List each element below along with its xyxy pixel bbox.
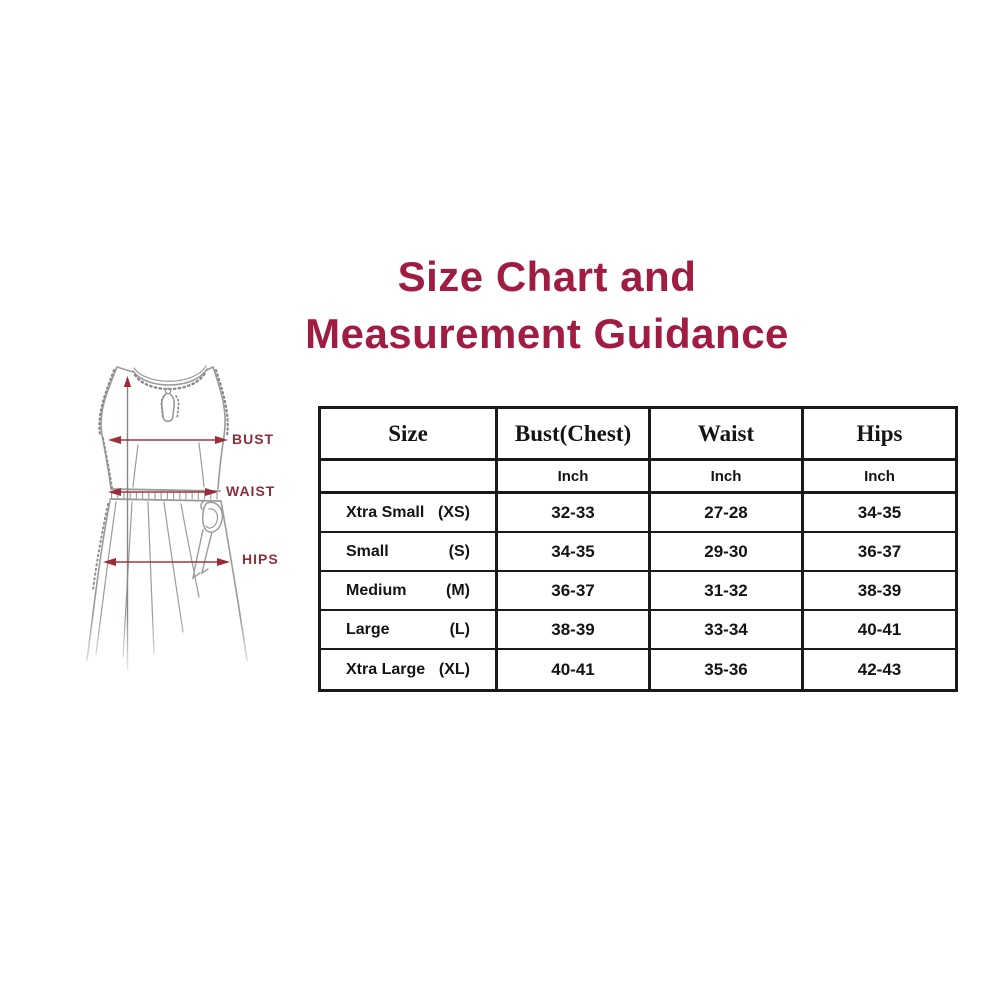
bust-value: 34-35	[498, 533, 651, 570]
table-header-row	[321, 409, 955, 461]
page-title-line2: Measurement Guidance	[305, 310, 789, 357]
bust-label: BUST	[232, 431, 275, 447]
table-row	[321, 533, 955, 572]
size-name: Xtra Small	[346, 503, 425, 521]
size-abbr: (L)	[449, 620, 470, 638]
size-abbr: (M)	[446, 581, 470, 599]
bust-measure-arrow	[108, 436, 228, 444]
size-name: Medium	[346, 581, 407, 599]
unit-hips: Inch	[864, 467, 895, 485]
hips-value: 42-43	[857, 659, 902, 679]
header-waist: Waist	[651, 409, 804, 458]
bust-value: 40-41	[498, 650, 651, 689]
table-row	[321, 494, 955, 533]
page-title-line1: Size Chart and	[397, 253, 697, 300]
hips-value: 38-39	[857, 580, 902, 600]
table-row	[321, 611, 955, 650]
dress-sketch-icon	[50, 352, 310, 712]
size-abbr: (XS)	[438, 503, 470, 521]
table-unit-row	[321, 461, 955, 494]
size-name: Large	[346, 620, 390, 638]
hips-value: 36-37	[857, 541, 902, 561]
size-cell	[346, 504, 470, 522]
waist-value: 33-34	[651, 611, 804, 648]
dress-measurement-diagram	[50, 352, 310, 712]
hips-measure-arrow	[103, 558, 230, 566]
size-cell	[346, 543, 470, 561]
size-cell	[346, 582, 470, 600]
table-row	[321, 650, 955, 689]
unit-size	[321, 461, 498, 491]
waist-label: WAIST	[226, 483, 276, 499]
table-row	[321, 572, 955, 611]
hips-value: 40-41	[857, 619, 902, 639]
header-hips: Hips	[856, 420, 903, 446]
size-cell	[346, 621, 470, 639]
size-name: Small	[346, 542, 389, 560]
size-table	[318, 406, 958, 692]
header-bust: Bust(Chest)	[498, 409, 651, 458]
waist-value: 27-28	[651, 494, 804, 531]
unit-bust: Inch	[498, 461, 651, 491]
waist-value: 29-30	[651, 533, 804, 570]
bust-value: 32-33	[498, 494, 651, 531]
size-name: Xtra Large	[346, 660, 426, 678]
header-size: Size	[321, 409, 498, 458]
size-abbr: (S)	[448, 542, 470, 560]
size-cell	[346, 661, 470, 679]
hips-value: 34-35	[857, 502, 902, 522]
waist-value: 31-32	[651, 572, 804, 609]
waist-value: 35-36	[651, 650, 804, 689]
size-abbr: (XL)	[438, 660, 470, 678]
hips-label: HIPS	[242, 551, 279, 567]
unit-waist: Inch	[651, 461, 804, 491]
bust-value: 38-39	[498, 611, 651, 648]
bust-value: 36-37	[498, 572, 651, 609]
page-title	[94, 248, 1000, 362]
